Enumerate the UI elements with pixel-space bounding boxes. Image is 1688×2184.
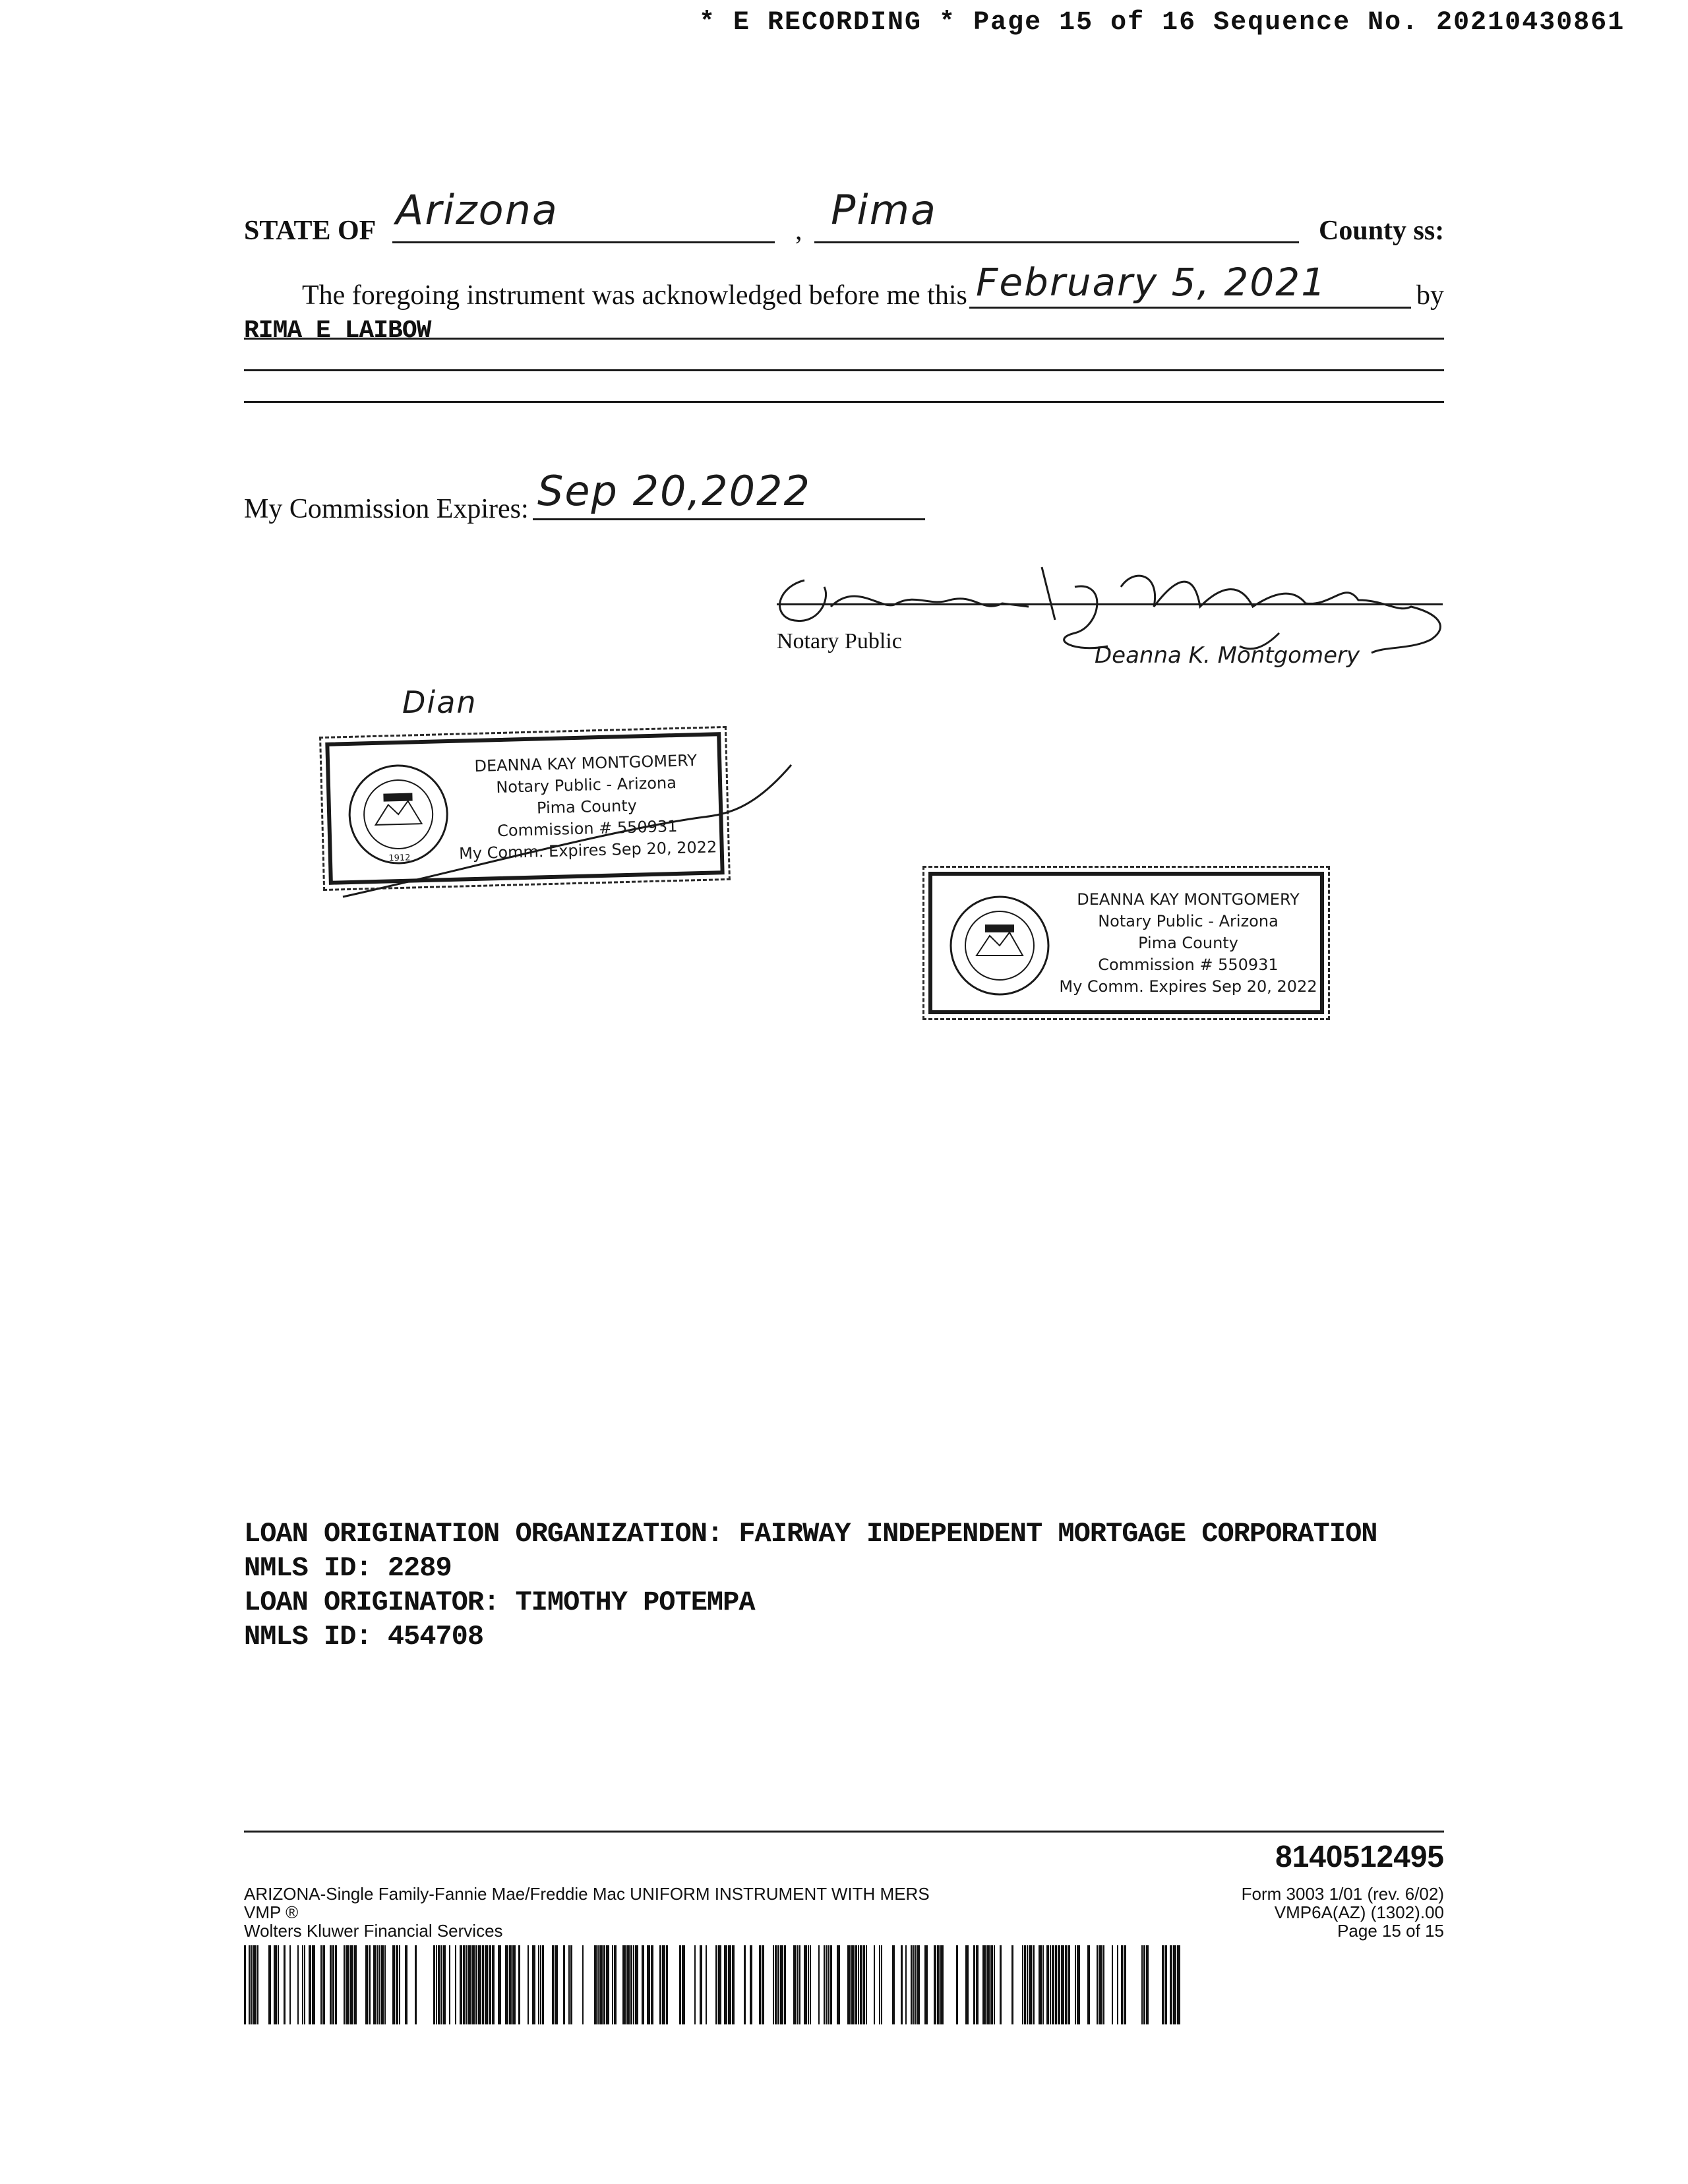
- stamp-1-title: Notary Public - Arizona: [496, 773, 677, 797]
- footer-rule: [244, 1831, 1444, 1833]
- loan-originator-line: LOAN ORIGINATOR: TIMOTHY POTEMPA: [244, 1587, 755, 1618]
- commission-underline: [533, 518, 925, 520]
- footer-vmp: VMP ®: [244, 1902, 299, 1922]
- notary-initials: Dian: [402, 684, 477, 720]
- acknowledgment-statement: The foregoing instrument was acknowledged before me this: [302, 280, 967, 311]
- seal-year: 1912: [388, 853, 411, 864]
- signature-line: [777, 603, 1443, 605]
- footer-form-title: ARIZONA-Single Family-Fannie Mae/Freddie Mac UNIFORM INSTRUMENT WITH MERS: [244, 1884, 930, 1904]
- date-underline: [969, 307, 1411, 309]
- footer-form-number: Form 3003 1/01 (rev. 6/02): [1241, 1884, 1444, 1904]
- stamp-2-county: Pima County: [1138, 934, 1238, 952]
- footer-left: [244, 1885, 930, 1940]
- stamp-1-county: Pima County: [536, 796, 638, 818]
- signer-name: RIMA E LAIBOW: [244, 317, 431, 345]
- stamp-2-name: DEANNA KAY MONTGOMERY: [1077, 890, 1300, 909]
- state-label: STATE OF: [244, 216, 377, 246]
- signer-line-2: [244, 369, 1444, 371]
- county-label: County ss:: [1319, 216, 1445, 246]
- state-underline: [392, 241, 775, 243]
- loan-origination-block: [244, 1517, 1377, 1654]
- state-handwritten: Arizona: [396, 186, 558, 234]
- signer-line-1: [244, 338, 1444, 340]
- commission-label: My Commission Expires:: [244, 494, 529, 524]
- footer-vmp-code: VMP6A(AZ) (1302).00: [1274, 1902, 1444, 1922]
- county-underline: [814, 241, 1299, 243]
- stamp-2-title: Notary Public - Arizona: [1098, 912, 1279, 930]
- footer-page-number: Page 15 of 15: [1337, 1921, 1444, 1941]
- stamp-1-expires: My Comm. Expires Sep 20, 2022: [458, 837, 717, 863]
- stamp-1-commission: Commission # 550931: [497, 816, 678, 841]
- stamp-strike-line: [330, 758, 804, 917]
- loan-org-line: LOAN ORIGINATION ORGANIZATION: FAIRWAY INDEPENDENT MORTGAGE CORPORATION: [244, 1518, 1377, 1550]
- recording-header: * E RECORDING * Page 15 of 16 Sequence No. 20210430861: [699, 8, 1625, 38]
- footer-publisher: Wolters Kluwer Financial Services: [244, 1921, 503, 1941]
- loan-org-nmls: NMLS ID: 2289: [244, 1552, 452, 1584]
- signer-line-3: [244, 401, 1444, 403]
- commission-date-handwritten: Sep 20,2022: [537, 467, 811, 515]
- notary-stamp-2: [928, 872, 1324, 1014]
- footer-right: [1242, 1885, 1444, 1940]
- loan-number: 8140512495: [1275, 1839, 1444, 1873]
- by-label: by: [1416, 280, 1444, 311]
- stamp-2-expires: My Comm. Expires Sep 20, 2022: [1059, 977, 1317, 996]
- stamp-2-commission: Commission # 550931: [1098, 956, 1279, 974]
- notary-signature-text: Deanna K. Montgomery: [1095, 642, 1360, 669]
- state-county-separator: ,: [795, 216, 802, 246]
- county-handwritten: Pima: [831, 186, 938, 234]
- stamp-1-name: DEANNA KAY MONTGOMERY: [474, 751, 698, 775]
- acknowledgment-date-handwritten: February 5, 2021: [976, 260, 1327, 305]
- loan-originator-nmls: NMLS ID: 454708: [244, 1621, 484, 1653]
- arizona-seal-icon: [947, 893, 1052, 998]
- notary-public-label: Notary Public: [777, 629, 902, 653]
- barcode-icon: [244, 1945, 1180, 2024]
